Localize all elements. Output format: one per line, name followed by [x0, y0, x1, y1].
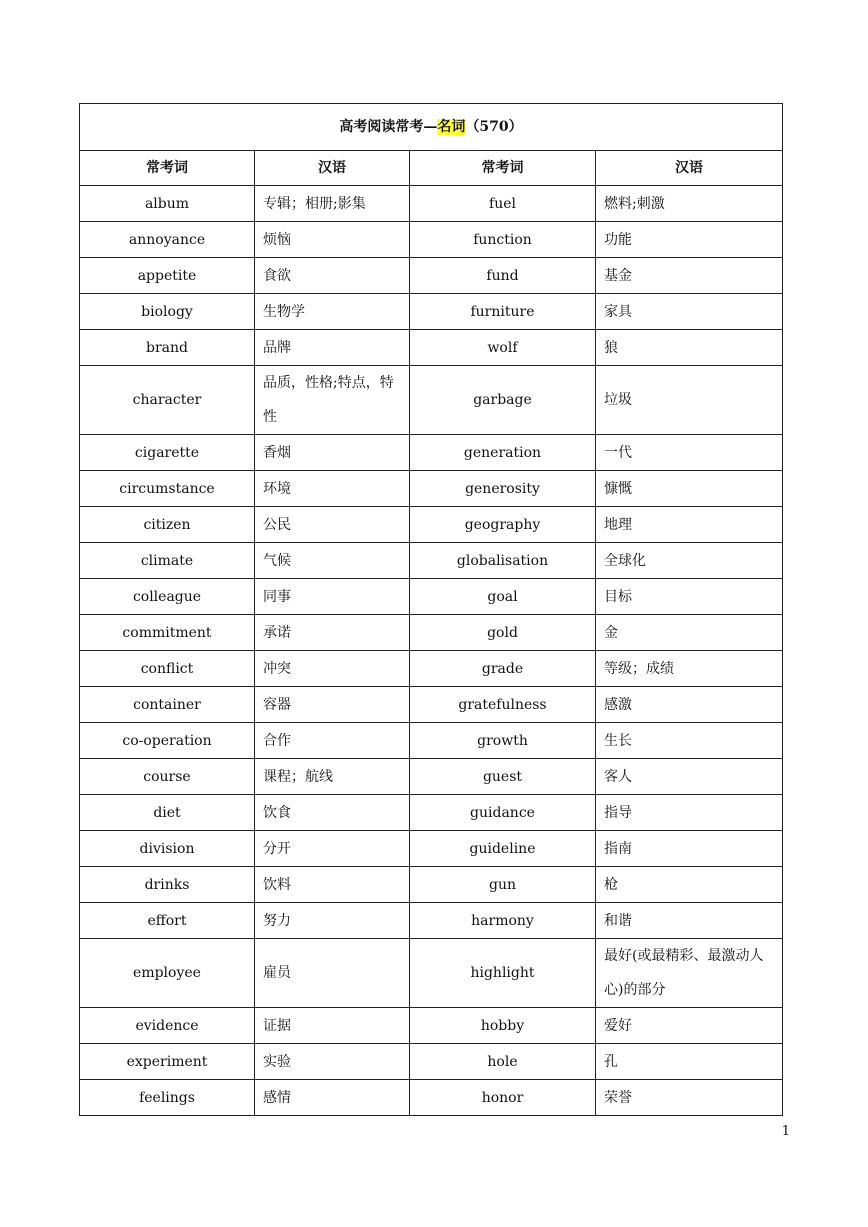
word-cell: album	[80, 186, 255, 222]
word-cell: cigarette	[80, 435, 255, 471]
table-row	[80, 759, 783, 795]
table-title	[80, 104, 783, 151]
word-cell: geography	[410, 507, 596, 543]
chinese-cell: 专辑；相册;影集	[255, 186, 410, 222]
table-row	[80, 903, 783, 939]
word-cell: container	[80, 687, 255, 723]
chinese-cell: 课程；航线	[255, 759, 410, 795]
title-row	[80, 104, 783, 151]
table-row	[80, 1044, 783, 1080]
chinese-cell: 燃料;刺激	[596, 186, 783, 222]
table-row	[80, 258, 783, 294]
word-cell: climate	[80, 543, 255, 579]
title-suffix: （570）	[465, 119, 523, 135]
chinese-cell: 分开	[255, 831, 410, 867]
chinese-cell: 香烟	[255, 435, 410, 471]
word-cell: division	[80, 831, 255, 867]
word-cell: hobby	[410, 1008, 596, 1044]
table-row	[80, 1080, 783, 1116]
chinese-cell: 全球化	[596, 543, 783, 579]
chinese-cell: 证据	[255, 1008, 410, 1044]
word-cell: co-operation	[80, 723, 255, 759]
word-cell: drinks	[80, 867, 255, 903]
header-word-2: 常考词	[410, 151, 596, 186]
chinese-cell: 生长	[596, 723, 783, 759]
title-prefix: 高考阅读常考—	[339, 119, 438, 135]
word-cell: hole	[410, 1044, 596, 1080]
chinese-cell: 垃圾	[596, 366, 783, 435]
word-cell: gun	[410, 867, 596, 903]
word-cell: globalisation	[410, 543, 596, 579]
word-cell: growth	[410, 723, 596, 759]
chinese-cell: 基金	[596, 258, 783, 294]
word-cell: feelings	[80, 1080, 255, 1116]
chinese-cell: 孔	[596, 1044, 783, 1080]
table-row	[80, 507, 783, 543]
chinese-cell: 品质，性格;特点，特性	[255, 366, 410, 435]
word-cell: fuel	[410, 186, 596, 222]
chinese-cell: 客人	[596, 759, 783, 795]
table-row	[80, 186, 783, 222]
table-row	[80, 795, 783, 831]
header-chinese-2: 汉语	[596, 151, 783, 186]
table-row	[80, 330, 783, 366]
table-row	[80, 543, 783, 579]
chinese-cell: 容器	[255, 687, 410, 723]
chinese-cell: 等级；成绩	[596, 651, 783, 687]
word-cell: fund	[410, 258, 596, 294]
table-row	[80, 723, 783, 759]
word-cell: brand	[80, 330, 255, 366]
word-cell: gold	[410, 615, 596, 651]
chinese-cell: 枪	[596, 867, 783, 903]
chinese-cell: 环境	[255, 471, 410, 507]
page-number: 1	[781, 1124, 790, 1139]
chinese-cell: 承诺	[255, 615, 410, 651]
chinese-cell: 感激	[596, 687, 783, 723]
chinese-cell: 感情	[255, 1080, 410, 1116]
word-cell: colleague	[80, 579, 255, 615]
chinese-cell: 狼	[596, 330, 783, 366]
table-row	[80, 294, 783, 330]
word-cell: goal	[410, 579, 596, 615]
word-cell: diet	[80, 795, 255, 831]
chinese-cell: 目标	[596, 579, 783, 615]
word-cell: honor	[410, 1080, 596, 1116]
chinese-cell: 烦恼	[255, 222, 410, 258]
word-cell: effort	[80, 903, 255, 939]
table-body	[80, 186, 783, 1116]
word-cell: function	[410, 222, 596, 258]
chinese-cell: 功能	[596, 222, 783, 258]
table-row	[80, 222, 783, 258]
word-cell: conflict	[80, 651, 255, 687]
header-word-1: 常考词	[80, 151, 255, 186]
table-row	[80, 867, 783, 903]
table-row	[80, 579, 783, 615]
word-cell: annoyance	[80, 222, 255, 258]
word-cell: highlight	[410, 939, 596, 1008]
chinese-cell: 指导	[596, 795, 783, 831]
chinese-cell: 地理	[596, 507, 783, 543]
table-row	[80, 831, 783, 867]
chinese-cell: 品牌	[255, 330, 410, 366]
table-row	[80, 435, 783, 471]
word-cell: biology	[80, 294, 255, 330]
chinese-cell: 合作	[255, 723, 410, 759]
table-row	[80, 471, 783, 507]
chinese-cell: 家具	[596, 294, 783, 330]
chinese-cell: 努力	[255, 903, 410, 939]
word-cell: appetite	[80, 258, 255, 294]
table-row	[80, 615, 783, 651]
word-cell: guideline	[410, 831, 596, 867]
word-cell: commitment	[80, 615, 255, 651]
chinese-cell: 荣誉	[596, 1080, 783, 1116]
title-highlight: 名词	[437, 119, 466, 135]
word-cell: harmony	[410, 903, 596, 939]
header-chinese-1: 汉语	[255, 151, 410, 186]
chinese-cell: 实验	[255, 1044, 410, 1080]
word-cell: furniture	[410, 294, 596, 330]
table-row	[80, 366, 783, 435]
chinese-cell: 和谐	[596, 903, 783, 939]
chinese-cell: 饮食	[255, 795, 410, 831]
chinese-cell: 爱好	[596, 1008, 783, 1044]
table-row	[80, 651, 783, 687]
chinese-cell: 指南	[596, 831, 783, 867]
word-cell: generation	[410, 435, 596, 471]
table-row	[80, 1008, 783, 1044]
word-cell: employee	[80, 939, 255, 1008]
word-cell: circumstance	[80, 471, 255, 507]
chinese-cell: 一代	[596, 435, 783, 471]
word-cell: evidence	[80, 1008, 255, 1044]
chinese-cell: 最好(或最精彩、最激动人心)的部分	[596, 939, 783, 1008]
word-cell: garbage	[410, 366, 596, 435]
word-cell: guidance	[410, 795, 596, 831]
chinese-cell: 慷慨	[596, 471, 783, 507]
vocabulary-table	[79, 103, 783, 1116]
word-cell: guest	[410, 759, 596, 795]
word-cell: citizen	[80, 507, 255, 543]
word-cell: grade	[410, 651, 596, 687]
chinese-cell: 生物学	[255, 294, 410, 330]
chinese-cell: 饮料	[255, 867, 410, 903]
word-cell: wolf	[410, 330, 596, 366]
header-row	[80, 151, 783, 186]
word-cell: gratefulness	[410, 687, 596, 723]
chinese-cell: 食欲	[255, 258, 410, 294]
chinese-cell: 冲突	[255, 651, 410, 687]
table-row	[80, 687, 783, 723]
word-cell: course	[80, 759, 255, 795]
word-cell: generosity	[410, 471, 596, 507]
chinese-cell: 雇员	[255, 939, 410, 1008]
chinese-cell: 公民	[255, 507, 410, 543]
word-cell: experiment	[80, 1044, 255, 1080]
word-cell: character	[80, 366, 255, 435]
chinese-cell: 金	[596, 615, 783, 651]
table-row	[80, 939, 783, 1008]
chinese-cell: 气候	[255, 543, 410, 579]
chinese-cell: 同事	[255, 579, 410, 615]
